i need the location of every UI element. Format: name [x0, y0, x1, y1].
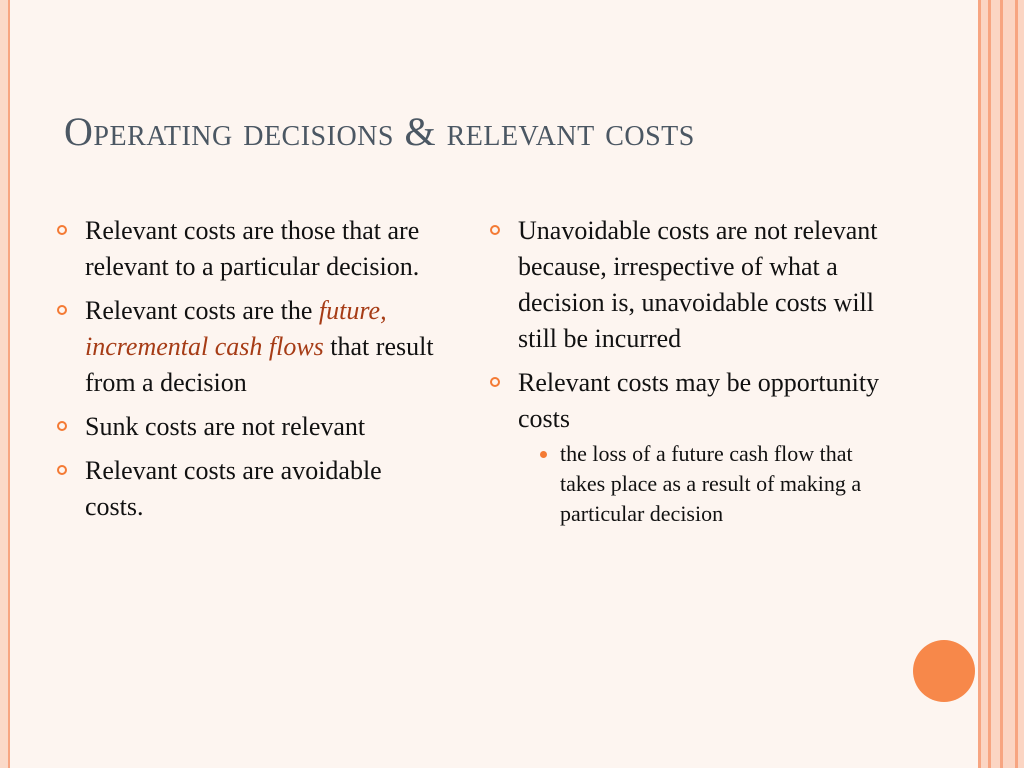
left-border-line: [8, 0, 10, 768]
bullet-text: Relevant costs are avoidable costs.: [85, 456, 382, 521]
bullet-item: [490, 213, 890, 357]
bullet-text: Relevant costs are those that are relevant to a particular decision.: [85, 216, 420, 281]
bullet-icon: [57, 465, 67, 475]
bullet-text: Unavoidable costs are not relevant because, irrespective of what a decision is, unavoidable costs will still be incurred: [518, 216, 878, 353]
right-stripe-decoration: [991, 0, 1000, 768]
bullet-item: [57, 213, 437, 285]
bullet-text-before: Relevant costs are the: [85, 296, 319, 325]
sub-bullet-text: the loss of a future cash flow that takes place as a result of making a particular decision: [560, 441, 862, 526]
bullet-icon: [57, 421, 67, 431]
bullet-icon: [57, 305, 67, 315]
bullet-icon: [490, 225, 500, 235]
left-border-decoration: [0, 0, 8, 768]
bullet-icon: [57, 225, 67, 235]
right-stripe-decoration: [981, 0, 988, 768]
bullet-item: [490, 365, 890, 529]
right-stripe-decoration: [1003, 0, 1015, 768]
right-stripe-decoration: [1018, 0, 1024, 768]
right-column: [490, 213, 890, 537]
bullet-text-after: that result from a decision: [85, 332, 434, 397]
bullet-text: Relevant costs may be opportunity costs: [518, 368, 880, 433]
sub-bullet-icon: [540, 451, 547, 458]
bullet-text: Sunk costs are not relevant: [85, 412, 366, 441]
left-bullet-list: [57, 213, 437, 525]
orange-circle-decoration: [913, 640, 975, 702]
sub-bullet-item: [518, 439, 890, 529]
left-column: [57, 213, 437, 533]
bullet-icon: [490, 377, 500, 387]
bullet-item: [57, 293, 437, 401]
right-bullet-list: [490, 213, 890, 529]
slide-title: Operating decisions & relevant costs: [64, 109, 695, 154]
bullet-item: [57, 453, 437, 525]
sub-bullet-list: [518, 439, 890, 529]
bullet-emphasis: future, incremental cash flows: [85, 296, 387, 361]
bullet-item: [57, 409, 437, 445]
